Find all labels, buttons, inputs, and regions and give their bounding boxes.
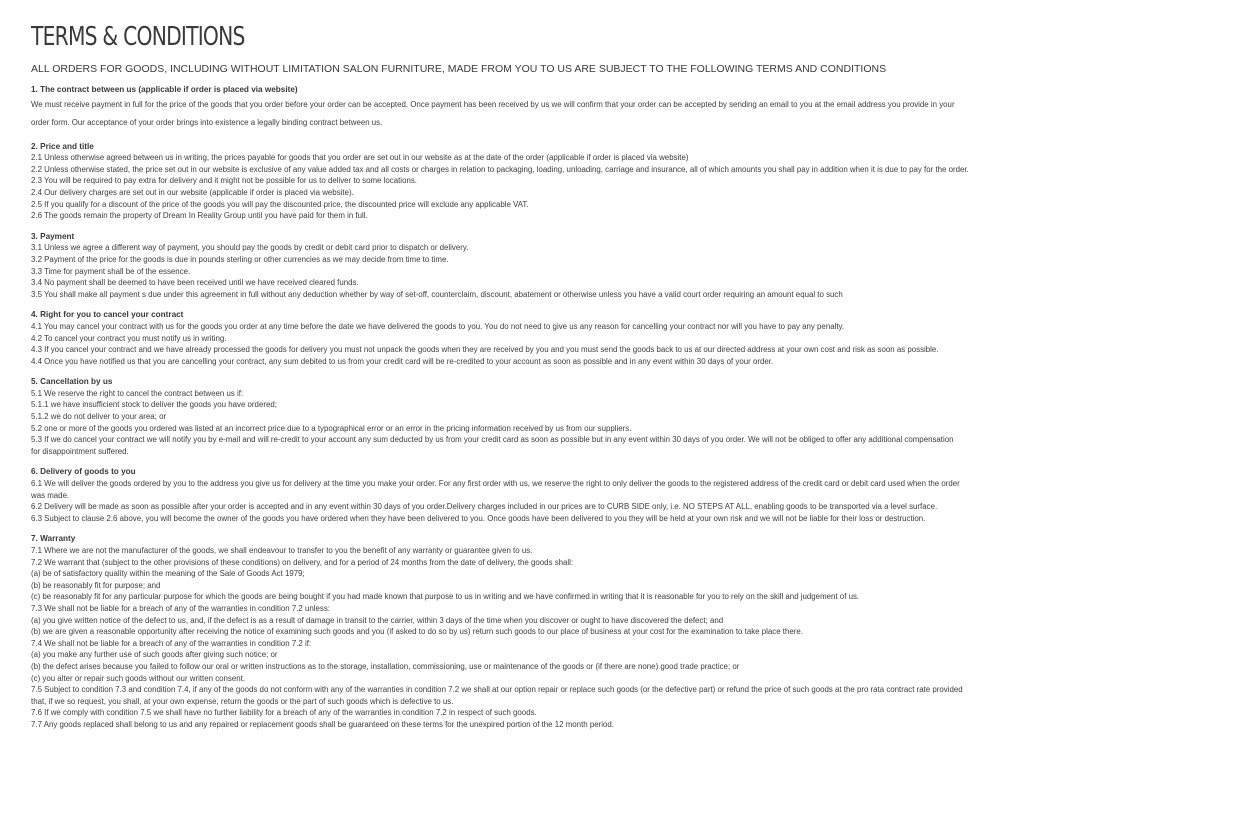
section-heading: 6. Delivery of goods to you xyxy=(31,467,136,477)
clause-line: 4.1 You may cancel your contract with us for the goods you order at any time before the date we have delivered the goods to you. You do not need to give us any reason for cancelling your contract nor will you have to pay any penalty. xyxy=(31,321,845,331)
clause-line: 2.1 Unless otherwise agreed between us in writing, the prices payable for goods that you order are set out in our website as at the date of the order (applicable if order is placed via website) xyxy=(31,153,689,163)
clause-line: 2.3 You will be required to pay extra for delivery and it might not be possible for us to deliver to some locations. xyxy=(31,176,417,186)
section-heading: 7. Warranty xyxy=(31,534,76,544)
clause-line: (a) you make any further use of such goods after giving such notice; or xyxy=(31,650,278,660)
clause-line: 4.4 Once you have notified us that you are cancelling your contract, any sum debited to us from your credit card will be re-credited to your account as soon as possible and in any event within 30 days of your order. xyxy=(31,356,774,366)
clause-line: 3.1 Unless we agree a different way of payment, you should pay the goods by credit or debit card prior to dispatch or delivery. xyxy=(31,243,469,253)
sections-container xyxy=(31,84,1227,731)
terms-section xyxy=(31,84,1227,132)
terms-section xyxy=(31,533,1227,730)
clause-line: 7.6 If we comply with condition 7.5 we shall have no further liability for a breach of any of the warranties in condition 7.2 in respect of such goods. xyxy=(31,708,537,718)
clause-line: for disappointment suffered. xyxy=(31,446,129,456)
terms-section xyxy=(31,309,1227,367)
terms-section xyxy=(31,376,1227,457)
clause-line: (c) be reasonably fit for any particular purpose for which the goods are being bought if you had made known that purpose to us in writing and we have confirmed in writing that it is reasonable for you to rely on the skill and judgement of us. xyxy=(31,592,860,602)
clause-line: 7.3 We shall not be liable for a breach of any of the warranties in condition 7.2 unless: xyxy=(31,603,331,613)
clause-line: 4.3 If you cancel your contract and we have already processed the goods for delivery you must not unpack the goods when they are received by you and you must send the goods back to us at our directed address at your own cost and risk as soon as possible. xyxy=(31,345,939,355)
clause-line: 5.1.2 we do not deliver to your area; or xyxy=(31,412,167,422)
clause-line: 2.4 Our delivery charges are set out in our website (applicable if order is placed via website). xyxy=(31,187,354,197)
clause-line: 6.1 We will deliver the goods ordered by you to the address you give us for delivery at the time you make your order. For any first order with us, we reserve the right to only deliver the goods to the registered address of the credit card or debit card used when the order xyxy=(31,479,960,489)
clause-line: We must receive payment in full for the price of the goods that you order before your order can be accepted. Once payment has been received by us we will confirm that your order can be accepted by sending an email to you at the email address you provide in your xyxy=(31,99,955,109)
clause-line: 5.1 We reserve the right to cancel the contract between us if: xyxy=(31,388,244,398)
clause-line: 3.2 Payment of the price for the goods is due in pounds sterling or other currencies as we may decide from time to time. xyxy=(31,254,449,264)
clause-line: (b) be reasonably fit for purpose; and xyxy=(31,580,161,590)
page-title: TERMS & CONDITIONS xyxy=(31,22,245,52)
clause-line: 3.4 No payment shall be deemed to have been received until we have received cleared funds. xyxy=(31,278,359,288)
clause-line: order form. Our acceptance of your order brings into existence a legally binding contract between us. xyxy=(31,117,383,127)
clause-line: 5.1.1 we have insufficient stock to deliver the goods you have ordered; xyxy=(31,400,277,410)
terms-section xyxy=(31,231,1227,301)
clause-line: that, if we so request, you shall, at your own expense, return the goods or the part of such goods which is defective to us. xyxy=(31,696,454,706)
clause-line: (a) be of satisfactory quality within the meaning of the Sale of Goods Act 1979; xyxy=(31,569,305,579)
clause-line: 7.1 Where we are not the manufacturer of the goods, we shall endeavour to transfer to you the benefit of any warranty or guarantee given to us. xyxy=(31,546,533,555)
section-heading: 3. Payment xyxy=(31,231,75,241)
clause-line: 4.2 To cancel your contract you must notify us in writing. xyxy=(31,333,227,343)
clause-line: 6.2 Delivery will be made as soon as possible after your order is accepted and in any event within 30 days of you order.Delivery charges included in our prices are to CURB SIDE only, i.e. NO STEPS AT ALL, enabling goods to be transported via a level surface. xyxy=(31,502,938,512)
section-heading: 5. Cancellation by us xyxy=(31,377,113,387)
clause-line: 6.3 Subject to clause 2.6 above, you will become the owner of the goods you have ordered when they have been delivered to you. Once goods have been delivered to you they will be held at your own risk and we will not be liable for their loss or destruction. xyxy=(31,513,926,523)
terms-section xyxy=(31,141,1227,222)
intro-statement: ALL ORDERS FOR GOODS, INCLUDING WITHOUT LIMITATION SALON FURNITURE, MADE FROM YOU TO US ARE SUBJECT TO THE FOLLOWING TERMS AND CONDITIONS xyxy=(31,63,887,75)
clause-line: 3.5 You shall make all payment s due under this agreement in full without any deduction whether by way of set-off, counterclaim, discount, abatement or otherwise unless you have a valid court order requiring an amount equal to such xyxy=(31,289,843,299)
clause-line: 7.7 Any goods replaced shall belong to us and any repaired or replacement goods shall be guaranteed on these terms for the unexpired portion of the 12 month period. xyxy=(31,719,614,729)
section-heading: 4. Right for you to cancel your contract xyxy=(31,310,184,320)
clause-line: 7.2 We warrant that (subject to the other provisions of these conditions) on delivery, and for a period of 24 months from the date of delivery, the goods shall: xyxy=(31,557,574,567)
section-heading: 2. Price and title xyxy=(31,141,94,151)
section-heading: 1. The contract between us (applicable if order is placed via website) xyxy=(31,85,298,94)
clause-line: (b) the defect arises because you failed to follow our oral or written instructions as to the storage, installation, commissioning, use or maintenance of the goods or (if there are none) good trade practice; or xyxy=(31,661,740,671)
clause-line: was made. xyxy=(31,490,70,500)
clause-line: 5.3 If we do cancel your contract we will notify you by e-mail and will re-credit to your account any sum deducted by us from your credit card as soon as possible but in any event within 30 days of you order. We will not be obliged to offer any additional compensation xyxy=(31,435,954,445)
clause-line: 7.5 Subject to condition 7.3 and condition 7.4, if any of the goods do not conform with any of the warranties in condition 7.2 we shall at our option repair or replace such goods (or the defective part) or refund the price of such goods at the pro rata contract rate provided xyxy=(31,685,963,695)
clause-line: 7.4 We shall not be liable for a breach of any of the warranties in condition 7.2 if: xyxy=(31,638,312,648)
terms-section xyxy=(31,466,1227,524)
clause-line: 3.3 Time for payment shall be of the essence. xyxy=(31,266,191,276)
clause-line: (c) you alter or repair such goods without our written consent. xyxy=(31,673,246,683)
clause-line: 2.6 The goods remain the property of Dream In Reality Group until you have paid for them in full. xyxy=(31,211,368,221)
clause-line: (b) we are given a reasonable opportunity after receiving the notice of examining such goods and you (if asked to do so by us) return such goods to our place of business at your cost for the examination to take place there. xyxy=(31,627,803,637)
clause-line: (a) you give written notice of the defect to us, and, if the defect is as a result of damage in transit to the carrier, within 3 days of the time when you discover or ought to have discovered the defect; and xyxy=(31,615,724,625)
clause-line: 2.5 If you qualify for a discount of the price of the goods you will pay the discounted price, the discounted price will exclude any applicable VAT. xyxy=(31,199,529,209)
clause-line: 2.2 Unless otherwise stated, the price set out in our website is exclusive of any value added tax and all costs or charges in relation to packaging, loading, unloading, carriage and insurance, all of which amounts you shall pay in addition when it is due to pay for the order. xyxy=(31,164,969,174)
clause-line: 5.2 one or more of the goods you ordered was listed at an incorrect price due to a typographical error or an error in the pricing information received by us from our suppliers. xyxy=(31,423,632,433)
